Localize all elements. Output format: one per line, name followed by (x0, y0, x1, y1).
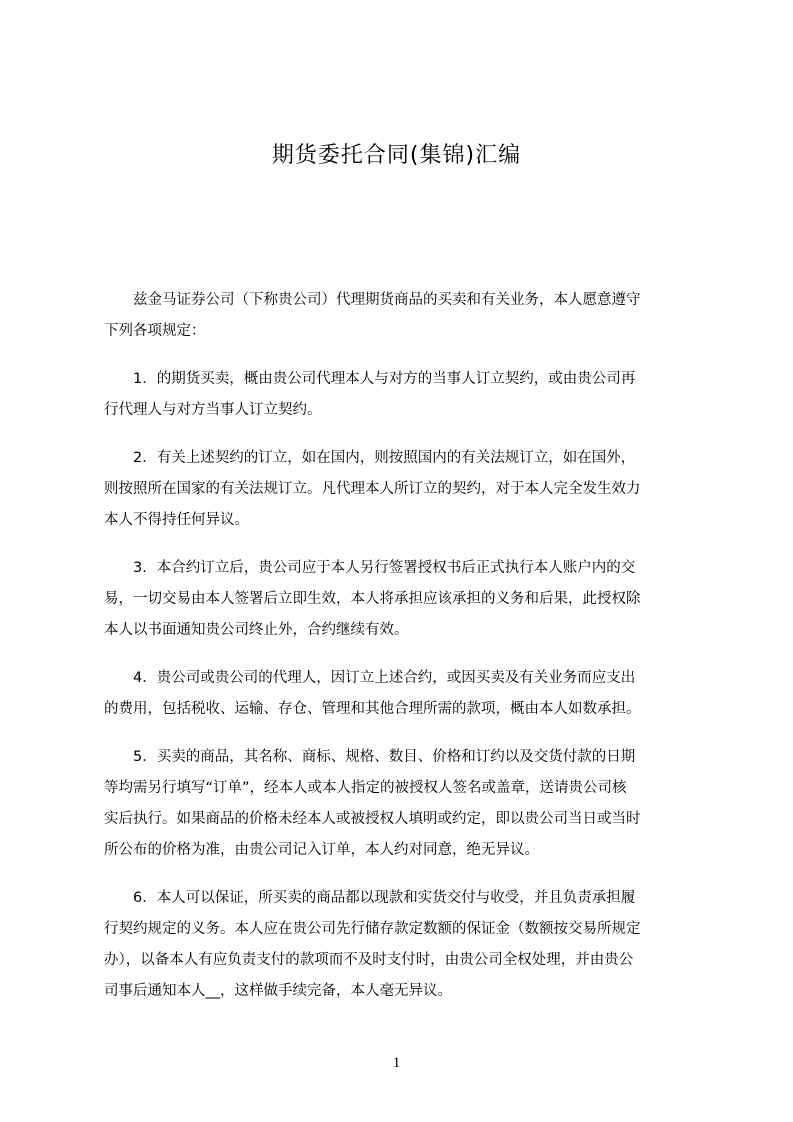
clause-2-paragraph: 2．有关上述契约的订立，如在国内，则按照国内的有关法规订立，如在国外， 则按照所在国家的有关法规订立。凡代理本人所订立的契约，对于本人完全发生效力 本人不得持任何异议。 (104, 450, 641, 528)
page-number: 1 (392, 1055, 401, 1071)
clause-6-paragraph: 6．本人可以保证，所买卖的商品都以现款和实货交付与收受，并且负责承担履 行契约规定的义务。本人应在贵公司先行储存款定数额的保证金（数额按交易所规定 办），以备本人有应负责支付的款项而不及时支付时，由贵公司全权处理，并由贵公 司事后通知本人__，这样做手续完备，本人毫无异议。 (104, 890, 641, 999)
intro-paragraph: 兹金马证券公司（下称贵公司）代理期货商品的买卖和有关业务，本人愿意遵守 下列各项规定： (104, 292, 641, 339)
clause-3-paragraph: 3．本合约订立后，贵公司应于本人另行签署授权书后正式执行本人账户内的交 易，一切交易由本人签署后立即生效，本人将承担应该承担的义务和后果，此授权除 本人以书面通知贵公司终止外，合约继续有效。 (104, 560, 641, 638)
clause-1-paragraph: 1．的期货买卖，概由贵公司代理本人与对方的当事人订立契约，或由贵公司再 行代理人与对方当事人订立契约。 (104, 371, 636, 418)
clause-4-paragraph: 4．贵公司或贵公司的代理人，因订立上述合约，或因买卖及有关业务而应支出 的费用，包括税收、运输、存仓、管理和其他合理所需的款项，概由本人如数承担。 (104, 670, 641, 717)
document-title: 期货委托合同(集锦)汇编 (271, 143, 522, 168)
clause-5-paragraph: 5．买卖的商品，其名称、商标、规格、数目、价格和订约以及交货付款的日期 等均需另行填写“订单”，经本人或本人指定的被授权人签名或盖章，送请贵公司核 实后执行。如果商品的价格未经本人或被授权人填明或约定，即以贵公司当日或当时 所公布的价格为准，由贵公司记入订单，本人约对同意，绝无异议。 (104, 749, 641, 858)
document-body (104, 285, 704, 1024)
